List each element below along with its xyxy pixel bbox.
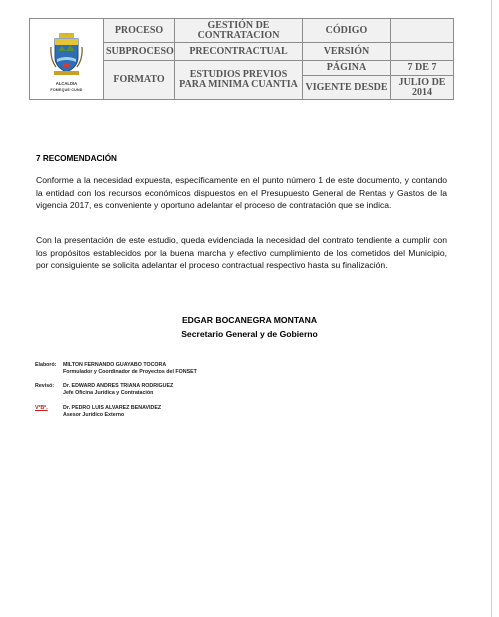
subprocess-label: SUBPROCESO: [104, 43, 175, 61]
code-value: [391, 19, 454, 43]
signatory-name: EDGAR BOCANEGRA MONTANA: [181, 315, 318, 325]
format-value: ESTUDIOS PREVIOS PARA MINIMA CUANTIA: [175, 61, 303, 100]
valid-from-value: JULIO DE 2014: [391, 76, 454, 100]
code-label: CÓDIGO: [303, 19, 391, 43]
vobo-role: Asesor Jurídico Externo: [63, 412, 125, 418]
recommendation-paragraph-2: Con la presentación de este estudio, queda evidenciada la necesidad del contrato tendiente a cumplir con los propósitos establecidos por la buena marcha y efectivo cumplimiento de los cometidos del Municipio, por consiguiente se solicita adelantar el proceso contractual respectivo hasta su finalización.: [36, 235, 447, 270]
municipal-crest-icon: [50, 33, 83, 77]
version-value: [391, 43, 454, 61]
municipal-logo-cell: [30, 19, 104, 100]
process-value: GESTIÓN DE CONTRATACION: [175, 19, 303, 43]
recommendation-paragraph-1: Conforme a la necesidad expuesta, específicamente en el punto número 1 de este documento, y contando la entidad con los recursos económicos dispuestos en el Presupuesto General de Rentas y Gastos de la vigencia 2017, es conveniente y oportuno adelantar el proceso de contratación que se indica.: [36, 175, 447, 210]
version-label: VERSIÓN: [303, 43, 391, 61]
valid-from-label: VIGENTE DESDE: [303, 76, 391, 100]
signatory-title: Secretario General y de Gobierno: [181, 329, 318, 339]
reviso-name: Dr. EDWARD ANDRES TRIANA RODRIGUEZ: [63, 383, 174, 389]
elaboro-label: Elaboró:: [35, 362, 57, 368]
logo-caption: ALCALDIA: [55, 81, 78, 86]
reviso-role: Jefe Oficina Jurídica y Contratación: [63, 390, 154, 396]
document-header-table: [29, 18, 454, 100]
page-edge: [491, 0, 492, 617]
vobo-name: Dr. PEDRO LUIS ALVAREZ BENAVIDEZ: [63, 405, 162, 411]
subprocess-value: PRECONTRACTUAL: [175, 43, 303, 61]
process-label: PROCESO: [104, 19, 175, 43]
format-label: FORMATO: [104, 61, 175, 100]
elaboro-role: Formulador y Coordinador de Proyectos del FONSET: [63, 369, 197, 375]
page-value: 7 DE 7: [391, 61, 454, 76]
logo-subcaption: FOMEQUE·CUND: [50, 88, 83, 92]
page-label: PÁGINA: [303, 61, 391, 76]
reviso-label: Revisó:: [35, 383, 55, 389]
vobo-label: VºBº.: [35, 405, 48, 411]
elaboro-name: MILTON FERNANDO GUAYABO TOCORA: [63, 362, 167, 368]
section-heading: 7 RECOMENDACIÓN: [36, 154, 117, 163]
